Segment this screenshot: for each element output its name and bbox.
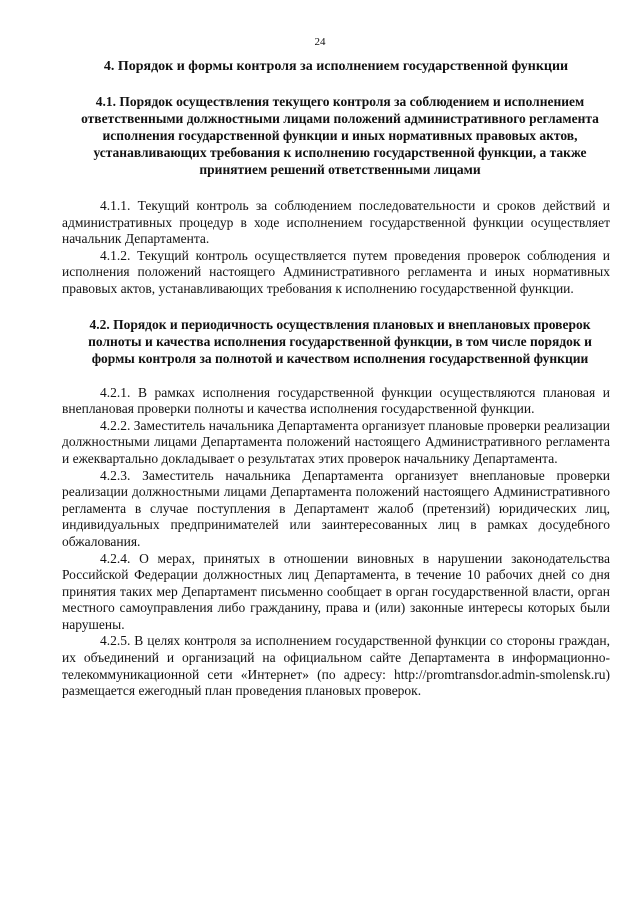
paragraph-4-2-3: 4.2.3. Заместитель начальника Департамента организует внеплановые проверки реализации должностными лицами Департамента положений настоящего Административного регламента в случае поступления в Департамент жалоб (претензий) юридических лиц, индивидуальных предпринимателей или заинтересованных лиц в рамках досудебного обжалования. (62, 467, 610, 549)
paragraph-4-2-2: 4.2.2. Заместитель начальника Департамента организует плановые проверки реализации должностными лицами Департамента положений настоящего Административного регламента и ежеквартально докладывает о результатах этих проверок начальнику Департамента. (62, 417, 610, 466)
subsection-title: 4.1. Порядок осуществления текущего контроля за соблюдением и исполнением ответственными должностными лицами положений административного регламента исполнения государственной функции и иных нормативных правовых актов, устанавливающих требования к исполнению государственной функции, а также принятием решений ответственными лицами (81, 94, 599, 177)
subsection-4-2 (62, 316, 610, 700)
document-body (62, 58, 610, 700)
paragraph-4-2-4: 4.2.4. О мерах, принятых в отношении виновных в нарушении законодательства Российской Федерации должностных лиц Департамента, в течение 10 рабочих дней со дня принятия таких мер Департамент письменно сообщает в орган государственной власти, орган местного самоуправления либо гражданину, права и (или) законные интересы которых были нарушены. (62, 550, 610, 632)
subsection-4-1 (62, 93, 610, 298)
paragraph-4-1-2: 4.1.2. Текущий контроль осуществляется путем проведения проверок соблюдения и исполнения положений настоящего Административного регламента и иных нормативных правовых актов, устанавливающих требования к исполнению государственной функции. (62, 247, 610, 296)
subsection-title: 4.2. Порядок и периодичность осуществления плановых и внеплановых проверок полноты и качества исполнения государственной функции, в том числе порядок и формы контроля за полнотой и качеством исполнения государственной функции (88, 316, 592, 366)
page-number: 24 (314, 36, 326, 48)
paragraph-4-2-5: 4.2.5. В целях контроля за исполнением государственной функции со стороны граждан, их объединений и организаций на официальном сайте Департамента в информационно-телекоммуникационной сети «Интернет» (по адресу: http://promtransdor.admin-smolensk.ru) размещается ежегодный план проведения плановых проверок. (62, 633, 610, 699)
section-title: 4. Порядок и формы контроля за исполнением государственной функции (103, 59, 569, 74)
paragraph-4-2-1: 4.2.1. В рамках исполнения государственной функции осуществляются плановая и внеплановая проверки полноты и качества исполнения государственной функции. (62, 384, 610, 417)
paragraph-4-1-1: 4.1.1. Текущий контроль за соблюдением последовательности и сроков действий и административных процедур в ходе исполнением государственной функции осуществляет начальник Департамента. (62, 198, 610, 247)
